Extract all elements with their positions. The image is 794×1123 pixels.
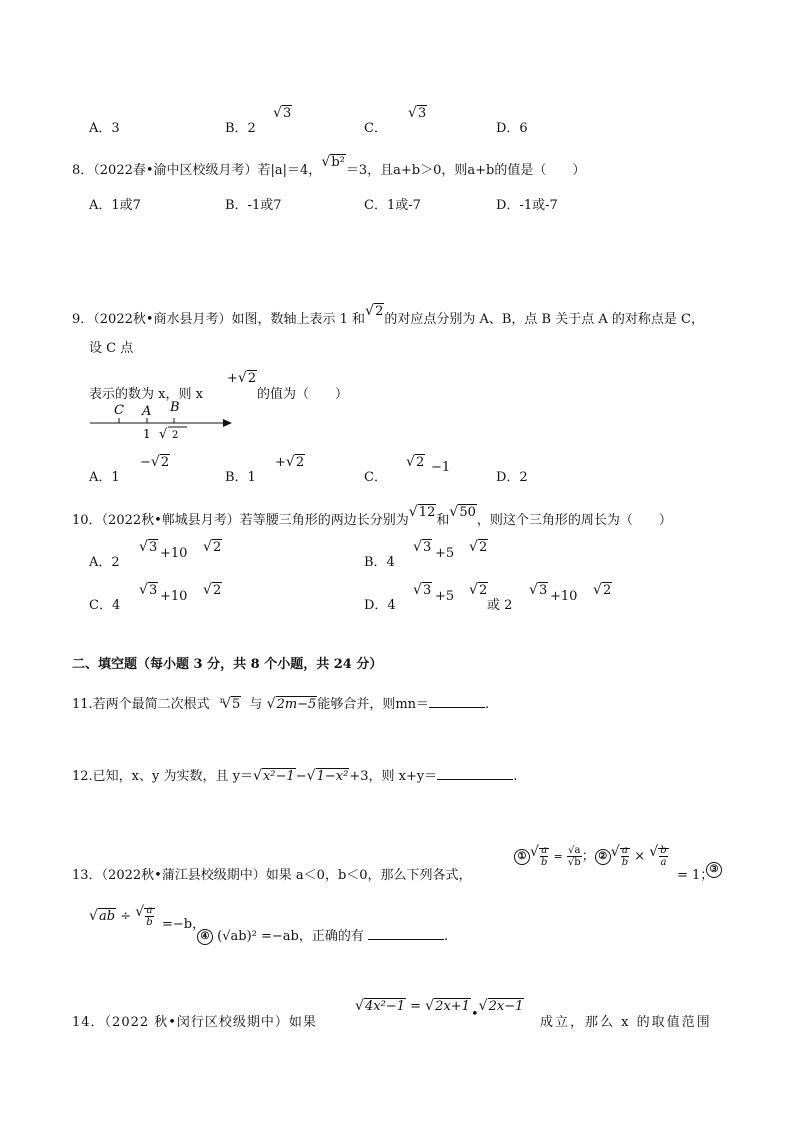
q10-option-c: C．4	[89, 598, 121, 613]
q10-option-d: D．4	[364, 598, 396, 613]
q13-line2-radicand: ab	[99, 909, 116, 924]
q9-option-b: B．1	[225, 470, 256, 485]
q8-option-c: C．1或-7	[364, 198, 421, 213]
q9-option-a-tail	[140, 455, 170, 470]
q12-answer-blank[interactable]	[437, 767, 513, 780]
q10-option-a-op: +10	[160, 546, 188, 561]
q8-option-b: B．-1或7	[225, 198, 282, 213]
q10-option-a-r2	[203, 540, 222, 555]
q13-f5-num: √ a	[146, 905, 153, 916]
q13-f3-den: b	[621, 857, 629, 868]
q13-eq3: =−b，	[162, 917, 206, 932]
q9-line1-suffix: 的对应点分别为 A、B，点 B 关于点 A 的对称点是 C，	[384, 312, 704, 327]
q13-f4-num: √ b	[660, 845, 667, 856]
q9-option-a-radicand: 2	[160, 455, 170, 470]
q9-option-b-plus: +	[275, 455, 286, 470]
q9-option-c-sqrt	[406, 455, 425, 470]
q12-plus3: +3，则 x+y＝	[349, 769, 438, 784]
q13-f1-num: √ a	[541, 845, 548, 856]
q10-option-c-r1	[139, 583, 158, 598]
q13-f1-den: b	[541, 857, 548, 868]
q11-root-index: n	[219, 695, 225, 705]
q8-option-a: A．1或7	[89, 198, 141, 213]
q10-option-c-r2	[203, 583, 222, 598]
q13-line2-rest	[197, 925, 448, 945]
q10-option-d-op: +5	[435, 589, 455, 604]
q7-option-c-sqrt	[408, 106, 427, 121]
q10-mid: 和	[436, 513, 450, 528]
q11-stem	[72, 693, 489, 712]
axis-tick-radicand: 2	[172, 430, 179, 441]
q13-mark-1: ①	[514, 849, 530, 865]
q10-option-b-r1	[413, 540, 432, 555]
q13-line1	[72, 864, 472, 883]
q11-radicand-2: 2m−5	[276, 697, 317, 712]
q10-option-c-radicand-1: 3	[149, 583, 158, 598]
q11-end: .	[485, 697, 490, 712]
q13-end: .	[443, 929, 449, 944]
axis-tick-one: 1	[143, 427, 151, 441]
q10-option-d-radicand-2: 2	[479, 583, 488, 598]
q10-option-d-op2: +10	[550, 589, 578, 604]
q13-times: ×	[634, 849, 646, 864]
q14-stem	[72, 1011, 317, 1030]
q13-mark-3: ③	[706, 862, 722, 878]
q13-eq1: =	[553, 850, 563, 863]
q14-dot: •	[470, 1007, 479, 1022]
q12-prefix: 12.已知，x、y 为实数，且 y＝	[72, 769, 253, 784]
q12-radicand-2: 1−x²	[316, 769, 349, 784]
q10-option-d-r2	[469, 583, 488, 598]
q10-radicand-1: 12	[418, 505, 436, 520]
q13-f2-den: √b	[567, 857, 581, 868]
q10-suffix: ，则这个三角形的周长为（ ）	[476, 513, 672, 528]
q8-option-d: D．-1或-7	[496, 198, 558, 213]
q9-option-a: A．1	[89, 470, 120, 485]
q10-option-b: B．4	[364, 555, 395, 570]
q7-option-b-sqrt	[273, 106, 292, 121]
q10-radicand-2: 50	[459, 505, 476, 520]
q10-option-c-op: +10	[160, 589, 188, 604]
q13-eq2: = 1；	[677, 868, 714, 883]
q9-option-c-radicand: 2	[416, 455, 425, 470]
q9-line3-expr	[227, 371, 257, 386]
q11-answer-blank[interactable]	[429, 695, 485, 708]
q13-mark-3-wrap	[706, 862, 722, 878]
q11-suffix: 能够合并，则mn＝	[317, 697, 430, 712]
q14-prefix: 14．（2022 秋•闵行区校级期中）如果	[72, 1015, 317, 1030]
q9-line1-prefix: 9．（2022秋•商水县月考）如图，数轴上表示 1 和	[72, 312, 366, 327]
q8-prefix: 8．（2022春•渝中区校级月考）若|a|＝4，	[72, 163, 322, 178]
q14-suffix: 成立，那么 x 的取值范围	[540, 1015, 712, 1030]
q9-option-c-tail: −1	[431, 460, 451, 475]
q13-answer-blank[interactable]	[368, 927, 444, 940]
axis-label-b: B	[170, 400, 180, 415]
q8-stem	[72, 155, 586, 178]
q11-mid: 与	[249, 697, 263, 712]
q9-option-a-minus: −	[140, 455, 151, 470]
q12-radicand-1: x²−1	[262, 769, 295, 784]
q10-option-a-radicand-2: 2	[213, 540, 222, 555]
q14-expr	[355, 999, 524, 1022]
q9-option-d: D．2	[496, 470, 528, 485]
q13-f3-num: √ a	[621, 845, 628, 856]
q7-option-c-radicand: 3	[418, 106, 427, 121]
q11-prefix: 11.若两个最简二次根式	[72, 697, 210, 712]
q10-stem	[72, 505, 672, 528]
q9-option-c: C．	[364, 470, 387, 485]
q9-option-b-radicand: 2	[295, 455, 305, 470]
axis-tick-sqrt-symbol: √	[159, 427, 168, 442]
q12-end: .	[513, 769, 518, 784]
q9-line3-suffix: 的值为（ ）	[257, 387, 349, 402]
number-line-arrow-icon	[223, 419, 232, 427]
q10-option-b-radicand-2: 2	[479, 540, 488, 555]
q7-option-b-label: B．2	[225, 121, 256, 136]
q9-line1-radicand: 2	[375, 304, 384, 319]
q8-radicand: b²	[331, 155, 345, 170]
q10-option-d-radicand-1: 3	[423, 583, 432, 598]
q7-option-a: A．3	[89, 121, 120, 136]
q12-minus: −	[295, 769, 307, 784]
q8-suffix: ＝3，且a+b＞0，则a+b的值是（ ）	[345, 163, 586, 178]
q9-option-b-tail	[275, 455, 305, 470]
q13-f4-den: a	[660, 857, 667, 868]
q9-line1	[72, 304, 704, 327]
q9-line3-plus: +	[227, 371, 238, 386]
q13-div: ÷	[120, 909, 132, 924]
q9-line3-radicand: 2	[247, 371, 257, 386]
q7-option-d: D．6	[496, 121, 528, 136]
q10-option-b-op: +5	[435, 546, 455, 561]
q10-option-d-r4	[593, 583, 612, 598]
q14-eq: =	[410, 999, 422, 1014]
q13-prefix: 13．（2022秋•蒲江县校级期中）如果 a＜0，b＜0，那么下列各式，	[72, 868, 472, 883]
q10-option-a-r1	[139, 540, 158, 555]
q9-line3-prefix: 表示的数为 x，则 x	[89, 387, 203, 402]
q10-option-a: A．2	[89, 555, 120, 570]
q10-option-c-radicand-2: 2	[213, 583, 222, 598]
q14-radicand-2: 2x+1	[435, 999, 470, 1014]
axis-label-c: C	[114, 403, 124, 418]
q13-semi1: ；	[581, 849, 595, 864]
q13-f2-num: √a	[568, 845, 581, 856]
q14-radicand-1: 4x²−1	[365, 999, 405, 1014]
section-title-fill-in: 二、填空题（每小题 3 分，共 8 个小题，共 24 分）	[72, 657, 383, 672]
q10-option-d-r3	[529, 583, 548, 598]
q13-expr1	[514, 845, 669, 868]
q12-stem	[72, 765, 517, 784]
q13-sq: (√ab)² =−ab，正确的有	[217, 929, 364, 944]
q10-option-a-radicand-1: 3	[149, 540, 158, 555]
q10-option-d-or: 或 2	[487, 598, 513, 613]
q9-line2: 设 C 点	[89, 341, 134, 356]
q7-option-b-radicand: 3	[283, 106, 292, 121]
q10-option-d-radicand-3: 3	[539, 583, 548, 598]
axis-label-a: A	[142, 404, 152, 419]
q10-option-b-r2	[469, 540, 488, 555]
q13-mark-2: ②	[595, 849, 611, 865]
q7-option-b	[225, 117, 256, 136]
q13-f5-den: b	[146, 917, 153, 928]
q13-mark-4: ④	[197, 929, 213, 945]
q10-option-d-r1	[413, 583, 432, 598]
q11-radicand-1: 5	[231, 697, 241, 712]
q10-option-b-radicand-1: 3	[423, 540, 432, 555]
q7-option-c: C．	[364, 121, 387, 136]
number-line-figure	[88, 398, 238, 444]
q14-radicand-3: 2x−1	[488, 999, 524, 1014]
q10-prefix: 10．（2022秋•郸城县月考）若等腰三角形的两边长分别为	[72, 513, 409, 528]
q10-option-d-radicand-4: 2	[603, 583, 612, 598]
q13-line2	[89, 905, 155, 928]
